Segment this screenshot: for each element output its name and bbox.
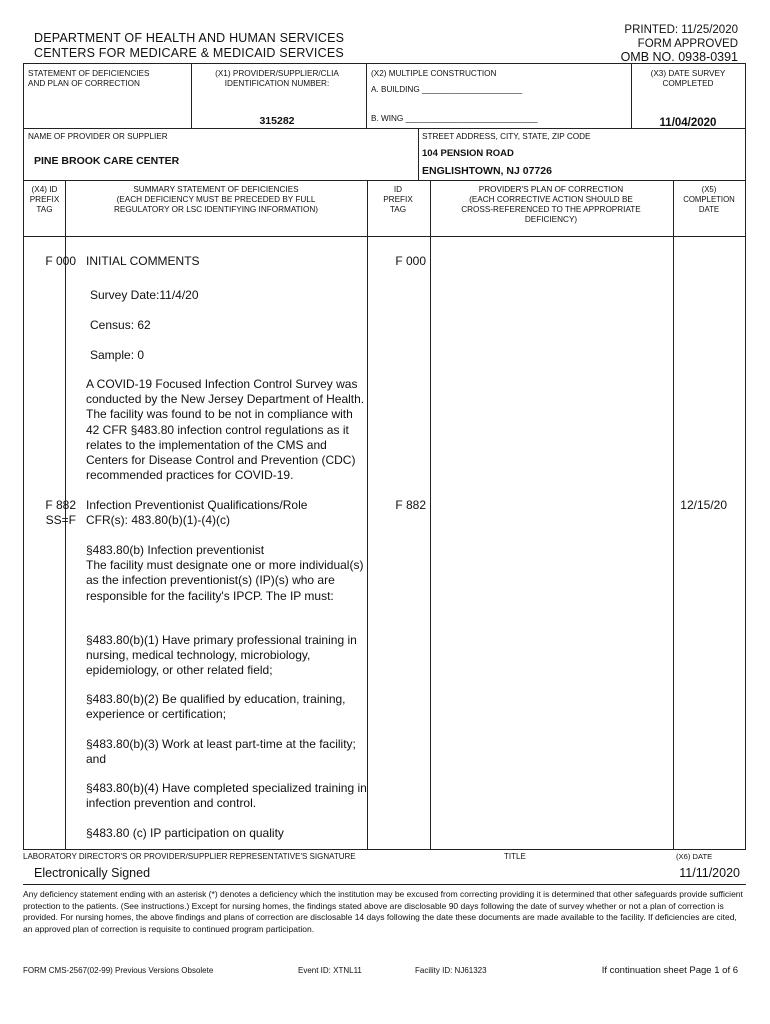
survey-paragraph: A COVID-19 Focused Infection Control Survey was conducted by the New Jersey Department of Health. The facility was found to be not in compliance with 42 CFR §483.80 infection control regulations as it relates to the implementation of the CMS and Centers for Disease Control and Prevention (CDC) recommended practices for COVID-19. <box>86 377 365 483</box>
omb-number: OMB NO. 0938-0391 <box>620 50 738 64</box>
signature-divider <box>23 884 746 885</box>
statement-label: STATEMENT OF DEFICIENCIES AND PLAN OF CORRECTION <box>28 69 150 88</box>
form-approval-header <box>621 24 738 65</box>
facility-id: Facility ID: NJ61323 <box>415 966 487 975</box>
tag-f000: F 000 <box>45 254 76 268</box>
signature-value: Electronically Signed <box>34 866 151 880</box>
f882-cfr: CFR(s): 483.80(b)(1)-(4)(c) <box>86 513 231 527</box>
x4-header: (X4) ID PREFIX TAG <box>29 185 60 214</box>
f882-title: Infection Preventionist Qualifications/Role <box>86 498 308 512</box>
dept-line-1: DEPARTMENT OF HEALTH AND HUMAN SERVICES <box>34 31 345 45</box>
building-line: A. BUILDING ______________________ <box>371 85 523 94</box>
form-number: FORM CMS-2567(02-99) Previous Versions Obsolete <box>23 966 214 975</box>
sample: Sample: 0 <box>90 348 145 362</box>
address-label: STREET ADDRESS, CITY, STATE, ZIP CODE <box>422 132 591 141</box>
initial-comments-title: INITIAL COMMENTS <box>86 254 200 268</box>
c-paragraph: §483.80 (c) IP participation on quality <box>86 826 284 840</box>
completion-date: 12/15/20 <box>680 498 727 512</box>
summary-header: SUMMARY STATEMENT OF DEFICIENCIES (EACH DEFICIENCY MUST BE PRECEDED BY FULL REGULATORY OR LSC IDENTIFYING INFORMATION) <box>114 185 318 214</box>
date-label: (X6) DATE <box>676 852 713 861</box>
b2-paragraph: §483.80(b)(2) Be qualified by education, training, experience or certification; <box>86 692 346 722</box>
b4-paragraph: §483.80(b)(4) Have completed specialized training in infection prevention and control. <box>86 781 367 811</box>
survey-completed-date: 11/04/2020 <box>659 117 717 129</box>
printed-date: PRINTED: 11/25/2020 <box>624 24 738 36</box>
address-line-1: 104 PENSION ROAD <box>422 148 514 159</box>
id-header: ID PREFIX TAG <box>383 185 413 214</box>
wing-line: B. WING _____________________________ <box>371 114 538 123</box>
plan-header: PROVIDER'S PLAN OF CORRECTION (EACH CORRECTIVE ACTION SHOULD BE CROSS-REFERENCED TO THE APPROPRIATE DEFICIENCY) <box>461 185 641 224</box>
form-approved: FORM APPROVED <box>637 37 738 50</box>
provider-id-number: 315282 <box>259 115 295 127</box>
x3-label: (X3) DATE SURVEY COMPLETED <box>650 69 726 88</box>
provider-label: NAME OF PROVIDER OR SUPPLIER <box>28 132 168 141</box>
scope-severity: SS=F <box>45 513 76 527</box>
tag-f000-plan: F 000 <box>395 254 426 268</box>
signature-date: 11/11/2020 <box>679 866 740 880</box>
x2-label: (X2) MULTIPLE CONSTRUCTION <box>371 69 497 78</box>
department-header <box>34 31 344 61</box>
address-line-2: ENGLISHTOWN, NJ 07726 <box>422 165 552 177</box>
page-indicator: If continuation sheet Page 1 of 6 <box>601 965 738 976</box>
dept-line-2: CENTERS FOR MEDICARE & MEDICAID SERVICES <box>34 46 344 60</box>
provider-name: PINE BROOK CARE CENTER <box>34 155 180 167</box>
b3-paragraph: §483.80(b)(3) Work at least part-time at the facility; and <box>86 737 356 767</box>
title-label: TITLE <box>504 852 526 861</box>
tag-f882-plan: F 882 <box>395 498 426 512</box>
ip-paragraph: §483.80(b) Infection preventionist The facility must designate one or more individual(s) as the infection preventionist(s) (IP)(s) who are responsible for the facility's IPCP. The IP must: <box>86 543 364 603</box>
b1-paragraph: §483.80(b)(1) Have primary professional training in nursing, medical technology, microbiology, epidemiology, or other related field; <box>86 633 357 678</box>
tag-f882: F 882 <box>45 498 76 512</box>
x5-header: (X5) COMPLETION DATE <box>683 185 735 214</box>
disclaimer-text: Any deficiency statement ending with an asterisk (*) denotes a deficiency which the institution may be excused from correcting providing it is determined that other safeguards provide sufficient protection to the patients. (See instructions.) Except for nursing homes, the findings stated above are disclosable 90 days following the date of survey whether or not a plan of correction is provided. For nursing homes, the above findings and plans of correction are disclosable 14 days following the date these documents are made available to the facility. If deficiencies are cited, an approved plan of correction is requisite to continued program participation. <box>23 889 743 934</box>
x1-label: (X1) PROVIDER/SUPPLIER/CLIA IDENTIFICATION NUMBER: <box>215 69 339 88</box>
event-id: Event ID: XTNL11 <box>298 966 362 975</box>
census: Census: 62 <box>90 318 151 332</box>
signature-label: LABORATORY DIRECTOR'S OR PROVIDER/SUPPLIER REPRESENTATIVE'S SIGNATURE <box>23 852 356 861</box>
survey-date: Survey Date:11/4/20 <box>90 288 199 302</box>
